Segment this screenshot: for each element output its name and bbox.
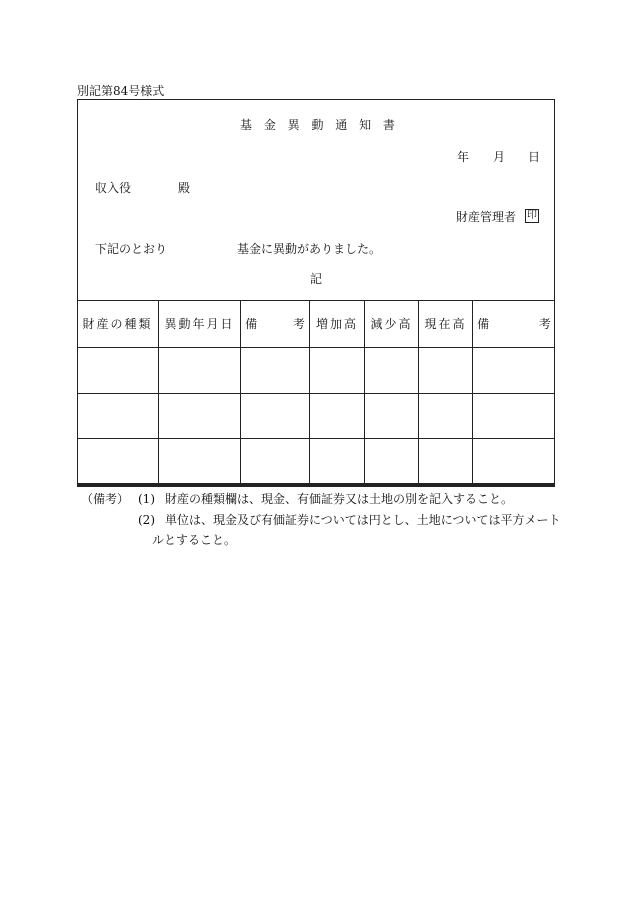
note-2-text: 単位は、現金及び有価証券については円とし、土地については平方メート [165, 513, 561, 527]
header-remarks-2: 備 考 [477, 317, 551, 331]
recipient-role: 収入役 [95, 181, 132, 195]
date-day: 日 [528, 150, 541, 164]
frame-bottom-thick-border [77, 484, 555, 487]
note-1-number: (1) [138, 492, 155, 506]
header-decrease: 減少高 [370, 317, 413, 331]
body-prefix: 下記のとおり [95, 242, 168, 256]
recipient-honorific: 殿 [178, 181, 191, 195]
form-number: 別記第84号様式 [77, 84, 165, 98]
date-month: 月 [493, 150, 506, 164]
note-2-number: (2) [138, 513, 155, 527]
seal-mark: 印 [527, 210, 537, 221]
header-asset-type: 財産の種類 [82, 317, 153, 331]
body-suffix: 基金に異動がありました。 [237, 242, 382, 256]
table-row-border-2 [77, 438, 555, 439]
header-remarks-1: 備 考 [245, 317, 305, 331]
notes-label: （備考） [81, 492, 130, 506]
header-current: 現在高 [424, 317, 467, 331]
header-change-date: 異動年月日 [164, 317, 235, 331]
ki-heading: 記 [310, 272, 323, 286]
date-year: 年 [457, 150, 470, 164]
table-row-border-1 [77, 393, 555, 394]
sender-label: 財産管理者 [456, 210, 517, 224]
document-title: 基 金 異 動 通 知 書 [240, 118, 399, 132]
table-header-border [77, 347, 555, 348]
form-frame [77, 99, 555, 484]
note-1-text: 財産の種類欄は、現金、有価証券又は土地の別を記入すること。 [165, 492, 514, 506]
note-2-continuation: ルとすること。 [152, 533, 237, 547]
header-increase: 増加高 [315, 317, 358, 331]
